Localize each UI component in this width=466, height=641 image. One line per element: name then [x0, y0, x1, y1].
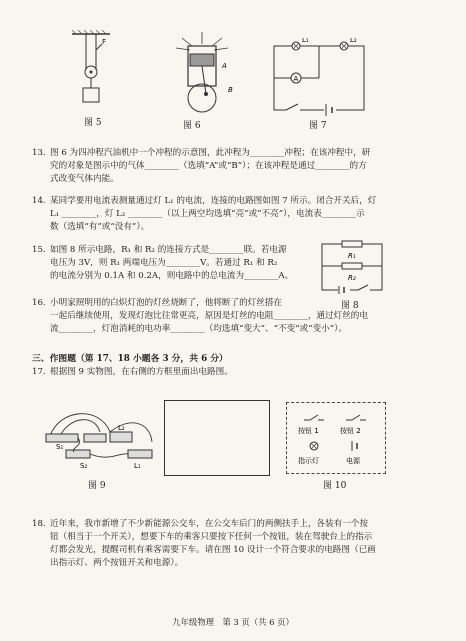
fig6-caption: 图 6	[183, 121, 201, 131]
fig7-label-l2: L₂	[350, 38, 357, 44]
fig7-caption: 图 7	[309, 121, 327, 131]
fig10-label-lamp: 指示灯	[298, 457, 319, 465]
fig9-label-s2: S₂	[80, 462, 88, 470]
fig10-label-button2: 按钮 2	[340, 427, 361, 435]
fig8-circuit-diagram	[318, 240, 388, 296]
fig6-engine-diagram	[162, 30, 242, 120]
fig10-label-power: 电源	[346, 457, 360, 465]
question-16: 16. 小明家照明用的白炽灯泡的灯丝烧断了，他将断了的灯丝搭在 一起后继续使用，发现灯泡比往常更亮，原因是灯丝的电阻________，通过灯丝的电 流________，灯泡消耗的电功率________（均选填“变大”、“不变”或“变小”）。	[32, 298, 368, 334]
fig8-label-r2: R₂	[348, 274, 356, 282]
fig7-ammeter-label: A	[293, 75, 299, 83]
fig7-circuit-diagram	[264, 38, 374, 118]
fig9-caption: 图 9	[88, 481, 106, 491]
question-18: 18. 近年来，我市新增了不少新能源公交车，在公交车后门的两侧扶手上，各装有一个按 钮（相当于一个开关），想要下车的乘客只要按下任何一个按钮，装在驾驶台上的指示 灯都会发光，提醒司机有乘客需要下车。请在图 10 设计一个符合要求的电路图（已画 出指示灯、两个按钮开关和电源）。	[32, 519, 376, 568]
page-footer: 九年级物理 第 3 页（共 6 页）	[172, 617, 294, 627]
fig5-caption: 图 5	[84, 118, 102, 128]
section-3-heading: 三、作图题（第 17、18 小题各 3 分，共 6 分）	[32, 354, 228, 364]
question-15: 15. 如图 8 所示电路，R₁ 和 R₂ 的连接方式是________联。若电源 电压为 3V，则 R₁ 两端电压为________V。若通过 R₁ 和 R₂ 的电流分别为 0.1A 和 0.2A，则电路中的总电流为________A。	[32, 245, 294, 281]
fig5-label-f: F	[102, 38, 107, 46]
fig8-caption: 图 8	[341, 301, 359, 311]
fig7-label-l1: L₁	[302, 38, 309, 44]
fig10-label-button1: 按钮 1	[298, 427, 319, 435]
fig9-label-l2: L₂	[118, 424, 125, 432]
fig9-physical-circuit	[40, 402, 160, 474]
fig10-caption: 图 10	[323, 481, 347, 491]
question-14: 14. 某同学要用电流表测量通过灯 L₁ 的电流，连接的电路图如图 7 所示。闭合开关后，灯 L₁ ________，灯 L₂ ________（以上两空均选填“亮”或“不亮”），电流表________示 数（选填“有”或“没有”）。	[32, 196, 377, 232]
fig10-components	[290, 406, 382, 468]
fig9-label-s1: S₁	[56, 443, 64, 451]
fig5-pulley-diagram	[70, 30, 120, 110]
q17-answer-box[interactable]	[164, 400, 270, 476]
fig6-label-b: B	[228, 86, 233, 94]
question-13: 13. 图 6 为四冲程汽油机中一个冲程的示意图，此冲程为________冲程；在该冲程中，研 究的对象是图示中的气体________（选填“A”或“B”）；在该冲程是通过________的方 式改变气体内能。	[32, 148, 371, 184]
fig9-label-l1: L₁	[134, 462, 141, 470]
question-17: 17. 根据图 9 实物图，在右侧的方框里面出电路图。	[32, 367, 233, 377]
fig6-label-a: A	[222, 62, 227, 70]
fig8-label-r1: R₁	[348, 252, 356, 260]
